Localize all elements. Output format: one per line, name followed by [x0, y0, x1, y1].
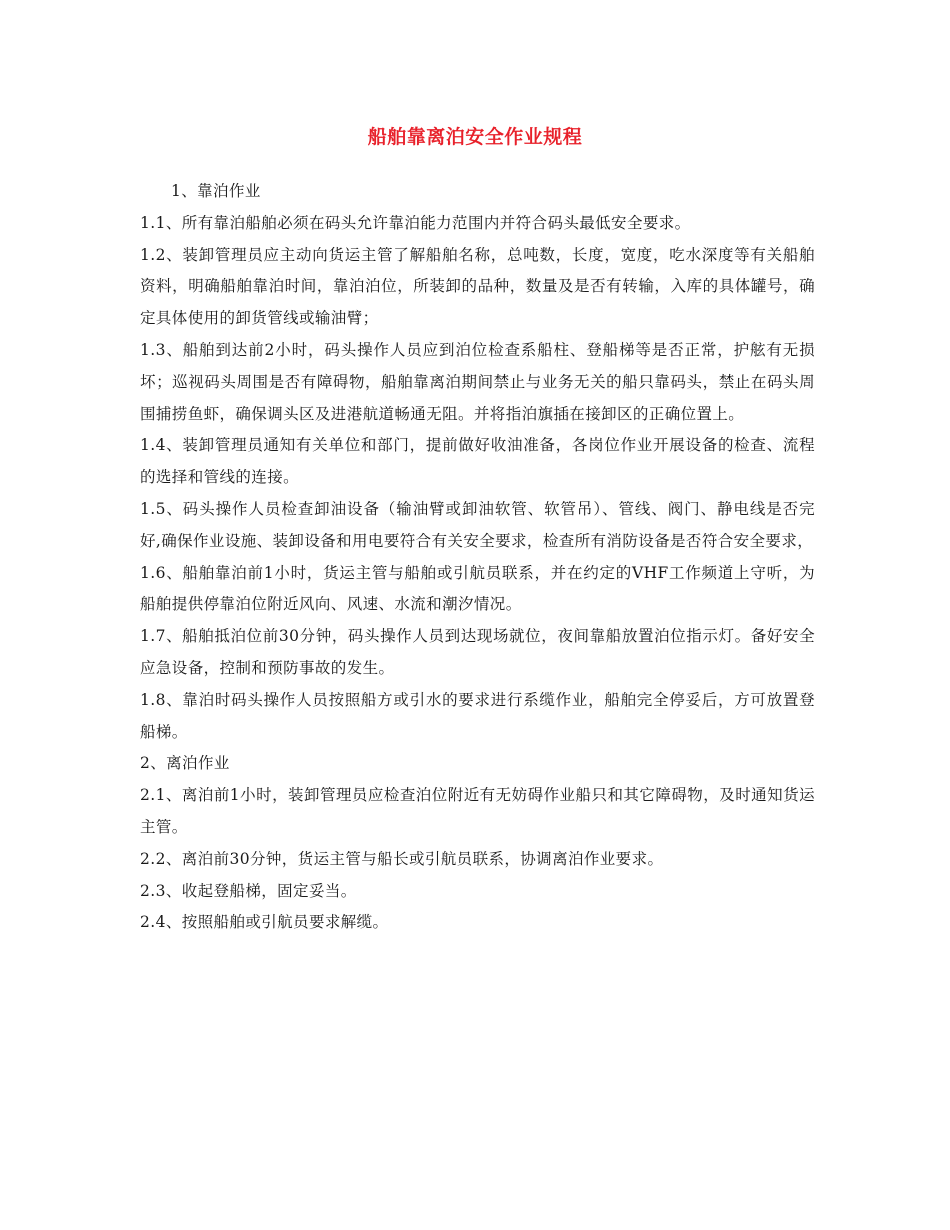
paragraph-1-1: 1.1、所有靠泊船舶必须在码头允许靠泊能力范围内并符合码头最低安全要求。	[140, 213, 691, 232]
page-title: 船舶靠离泊安全作业规程	[367, 126, 583, 148]
paragraph-1-6: 1.6、船舶靠泊前1小时，货运主管与船舶或引航员联系，并在约定的VHF工作频道上守听，为船舶提供停靠泊位附近风向、风速、水流和潮汐情况。	[140, 563, 815, 614]
document-body	[140, 176, 815, 939]
section-heading-unberthing: 2、离泊作业	[140, 754, 230, 773]
paragraph-1-4: 1.4、装卸管理员通知有关单位和部门，提前做好收油准备，各岗位作业开展设备的检查、流程的选择和管线的连接。	[140, 436, 815, 487]
paragraph-2-3: 2.3、收起登船梯，固定妥当。	[140, 881, 357, 900]
paragraph-1-8: 1.8、靠泊时码头操作人员按照船方或引水的要求进行系缆作业，船舶完全停妥后，方可放置登船梯。	[140, 690, 815, 741]
paragraph-1-3: 1.3、船舶到达前2小时，码头操作人员应到泊位检查系船柱、登船梯等是否正常，护舷有无损坏；巡视码头周围是否有障碍物，船舶靠离泊期间禁止与业务无关的船只靠码头，禁止在码头周围捕捞鱼虾，确保调头区及进港航道畅通无阻。并将指泊旗插在接卸区的正确位置上。	[140, 340, 815, 423]
paragraph-2-2: 2.2、离泊前30分钟，货运主管与船长或引航员联系，协调离泊作业要求。	[140, 849, 664, 868]
paragraph-1-5: 1.5、码头操作人员检查卸油设备（输油臂或卸油软管、软管吊）、管线、阀门、静电线是否完好,确保作业设施、装卸设备和用电要符合有关安全要求，检查所有消防设备是否符合安全要求，	[140, 499, 815, 550]
paragraph-1-7: 1.7、船舶抵泊位前30分钟，码头操作人员到达现场就位，夜间靠船放置泊位指示灯。备好安全应急设备，控制和预防事故的发生。	[140, 627, 815, 677]
paragraph-1-2: 1.2、装卸管理员应主动向货运主管了解船舶名称，总吨数，长度，宽度，吃水深度等有关船舶资料，明确船舶靠泊时间，靠泊泊位，所装卸的品种，数量及是否有转输，入库的具体罐号，确定具体使用的卸货管线或输油臂；	[140, 245, 815, 328]
paragraph-2-4: 2.4、按照船舶或引航员要求解缆。	[140, 913, 389, 932]
section-heading-berthing: 1、靠泊作业	[171, 182, 261, 200]
paragraph-2-1: 2.1、离泊前1小时，装卸管理员应检查泊位附近有无妨碍作业船只和其它障碍物，及时通知货运主管。	[140, 786, 815, 836]
